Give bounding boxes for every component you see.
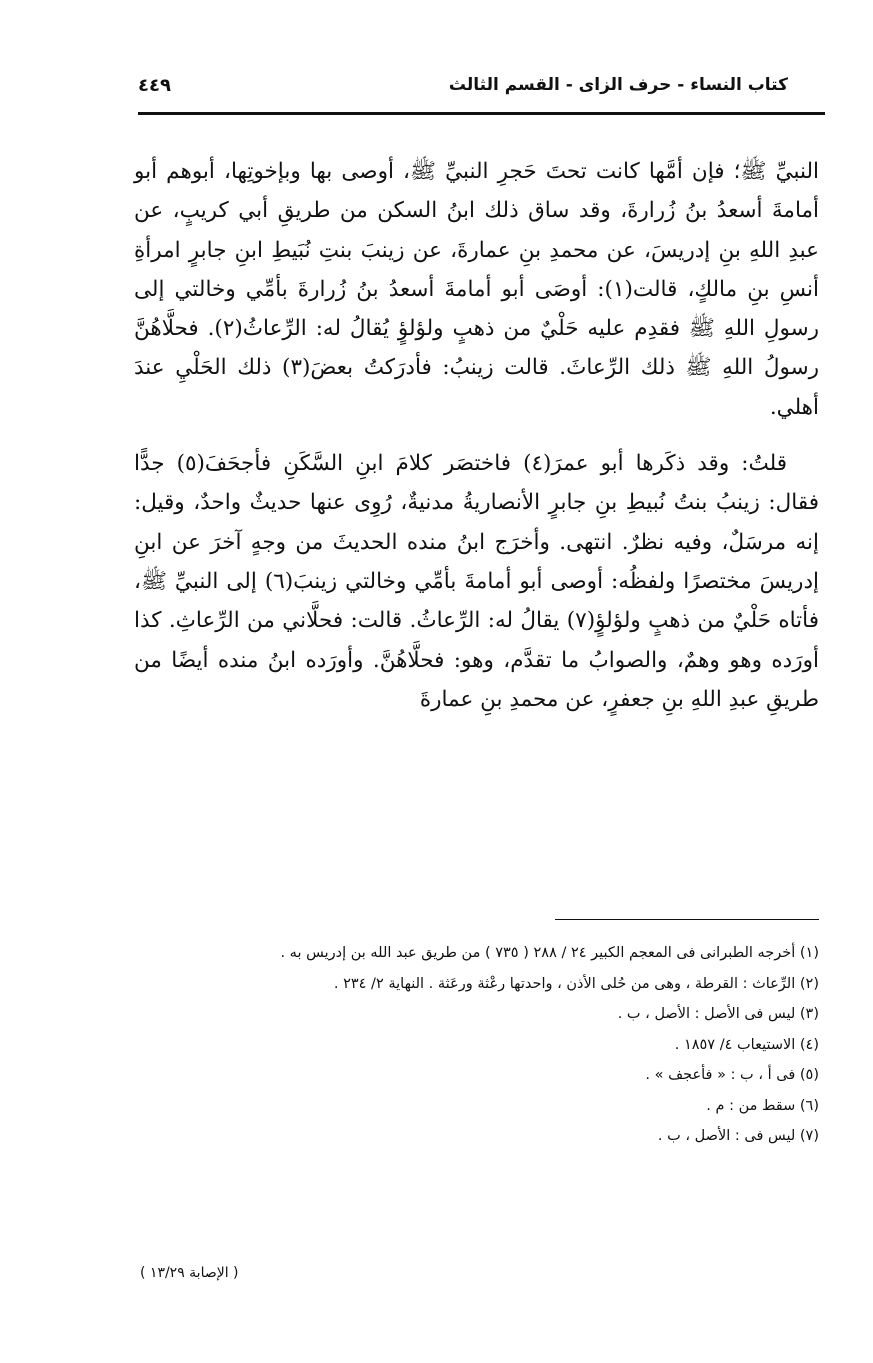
page-number: ٤٤٩ [138,74,171,96]
footnote-rule [555,919,819,920]
body-paragraph: النبيِّ ﷺ؛ فإن أمَّها كانت تحتَ حَجرِ النبيِّ ﷺ، أوصى بها وبإخوتِها، أبوهم أبو أمامةَ أسعدُ بنُ زُرارةَ، وقد ساق ذلك ابنُ السكن من طريقِ أبي كريبٍ، عن عبدِ اللهِ بنِ إدريسَ، عن محمدِ بنِ عمارةَ، عن زينبَ بنتِ نُبَيطِ ابنِ جابرٍ امرأةِ أنسِ بنِ مالكٍ، قالت(١): أوصَى أبو أمامةَ أسعدُ بنُ زُرارةَ بأمِّي وخالتي إلى رسولِ اللهِ ﷺ فقدِم عليه حَلْيٌ من ذهبٍ ولؤلؤٍ يُقالُ له: الرِّعاثُ(٢). فحلَّاهُنَّ رسولُ اللهِ ﷺ ذلك الرِّعاثَ. قالت زينبُ: فأدرَكتُ بعضَ(٣) ذلك الحَلْيِ عندَ أهلي. [134,159,819,420]
running-header [138,68,788,102]
footnote: (٣) ليس فى الأصل : الأصل ، ب . [617,1006,819,1022]
footnotes [120,938,819,1152]
footnote: (١) أخرجه الطبرانى فى المعجم الكبير ٢٤ / ٢٨٨ ( ٧٣٥ ) من طريق عبد الله بن إدريس به . [280,945,819,961]
footnote: (٤) الاستيعاب ٤/ ١٨٥٧ . [674,1036,819,1053]
main-text [134,152,819,719]
volume-signature: ( الإصابة ١٣/٢٩ ) [140,1265,239,1281]
footnote: (٢) الرِّعاث : القرطة ، وهى من حُلى الأذن ، واحدتها رعْثة ورعَثة . النهاية ٢/ ٢٣٤ . [333,975,819,992]
header-rule [138,112,825,115]
footnote: (٦) سقط من : م . [706,1097,819,1114]
footnote: (٧) ليس فى : الأصل ، ب . [657,1128,819,1144]
header-title: كتاب النساء - حرف الزاى - القسم الثالث [448,75,788,95]
footnote: (٥) فى أ ، ب : « فأعجف » . [645,1067,819,1083]
body-paragraph: قلتُ: وقد ذكَرها أبو عمرَ(٤) فاختصَر كلامَ ابنِ السَّكَنِ فأجحَفَ(٥) جدًّا فقال: زينبُ بنتُ نُبيطِ بنِ جابرٍ الأنصاريةُ مدنيةٌ، رُوِى عنها حديثٌ واحدٌ، وقيل: إنه مرسَلٌ، وفيه نظرٌ. انتهى. وأخرَج ابنُ منده الحديثَ من وجهٍ آخرَ عن ابنِ إدريسَ مختصرًا ولفظُه: أوصى أبو أمامةَ بأمِّي وخالتي زينبَ(٦) إلى النبيِّ ﷺ، فأتاه حَلْيٌ من ذهبٍ ولؤلؤٍ(٧) يقالُ له: الرِّعاثُ. قالت: فحلَّاني من الرِّعاثِ. كذا أورَده وهو وهمٌ، والصوابُ ما تقدَّم، وهو: فحلَّاهُنَّ. وأورَده ابنُ منده أيضًا من طريقِ عبدِ اللهِ بنِ جعفرٍ، عن محمدِ بنِ عمارةَ [134,451,819,712]
